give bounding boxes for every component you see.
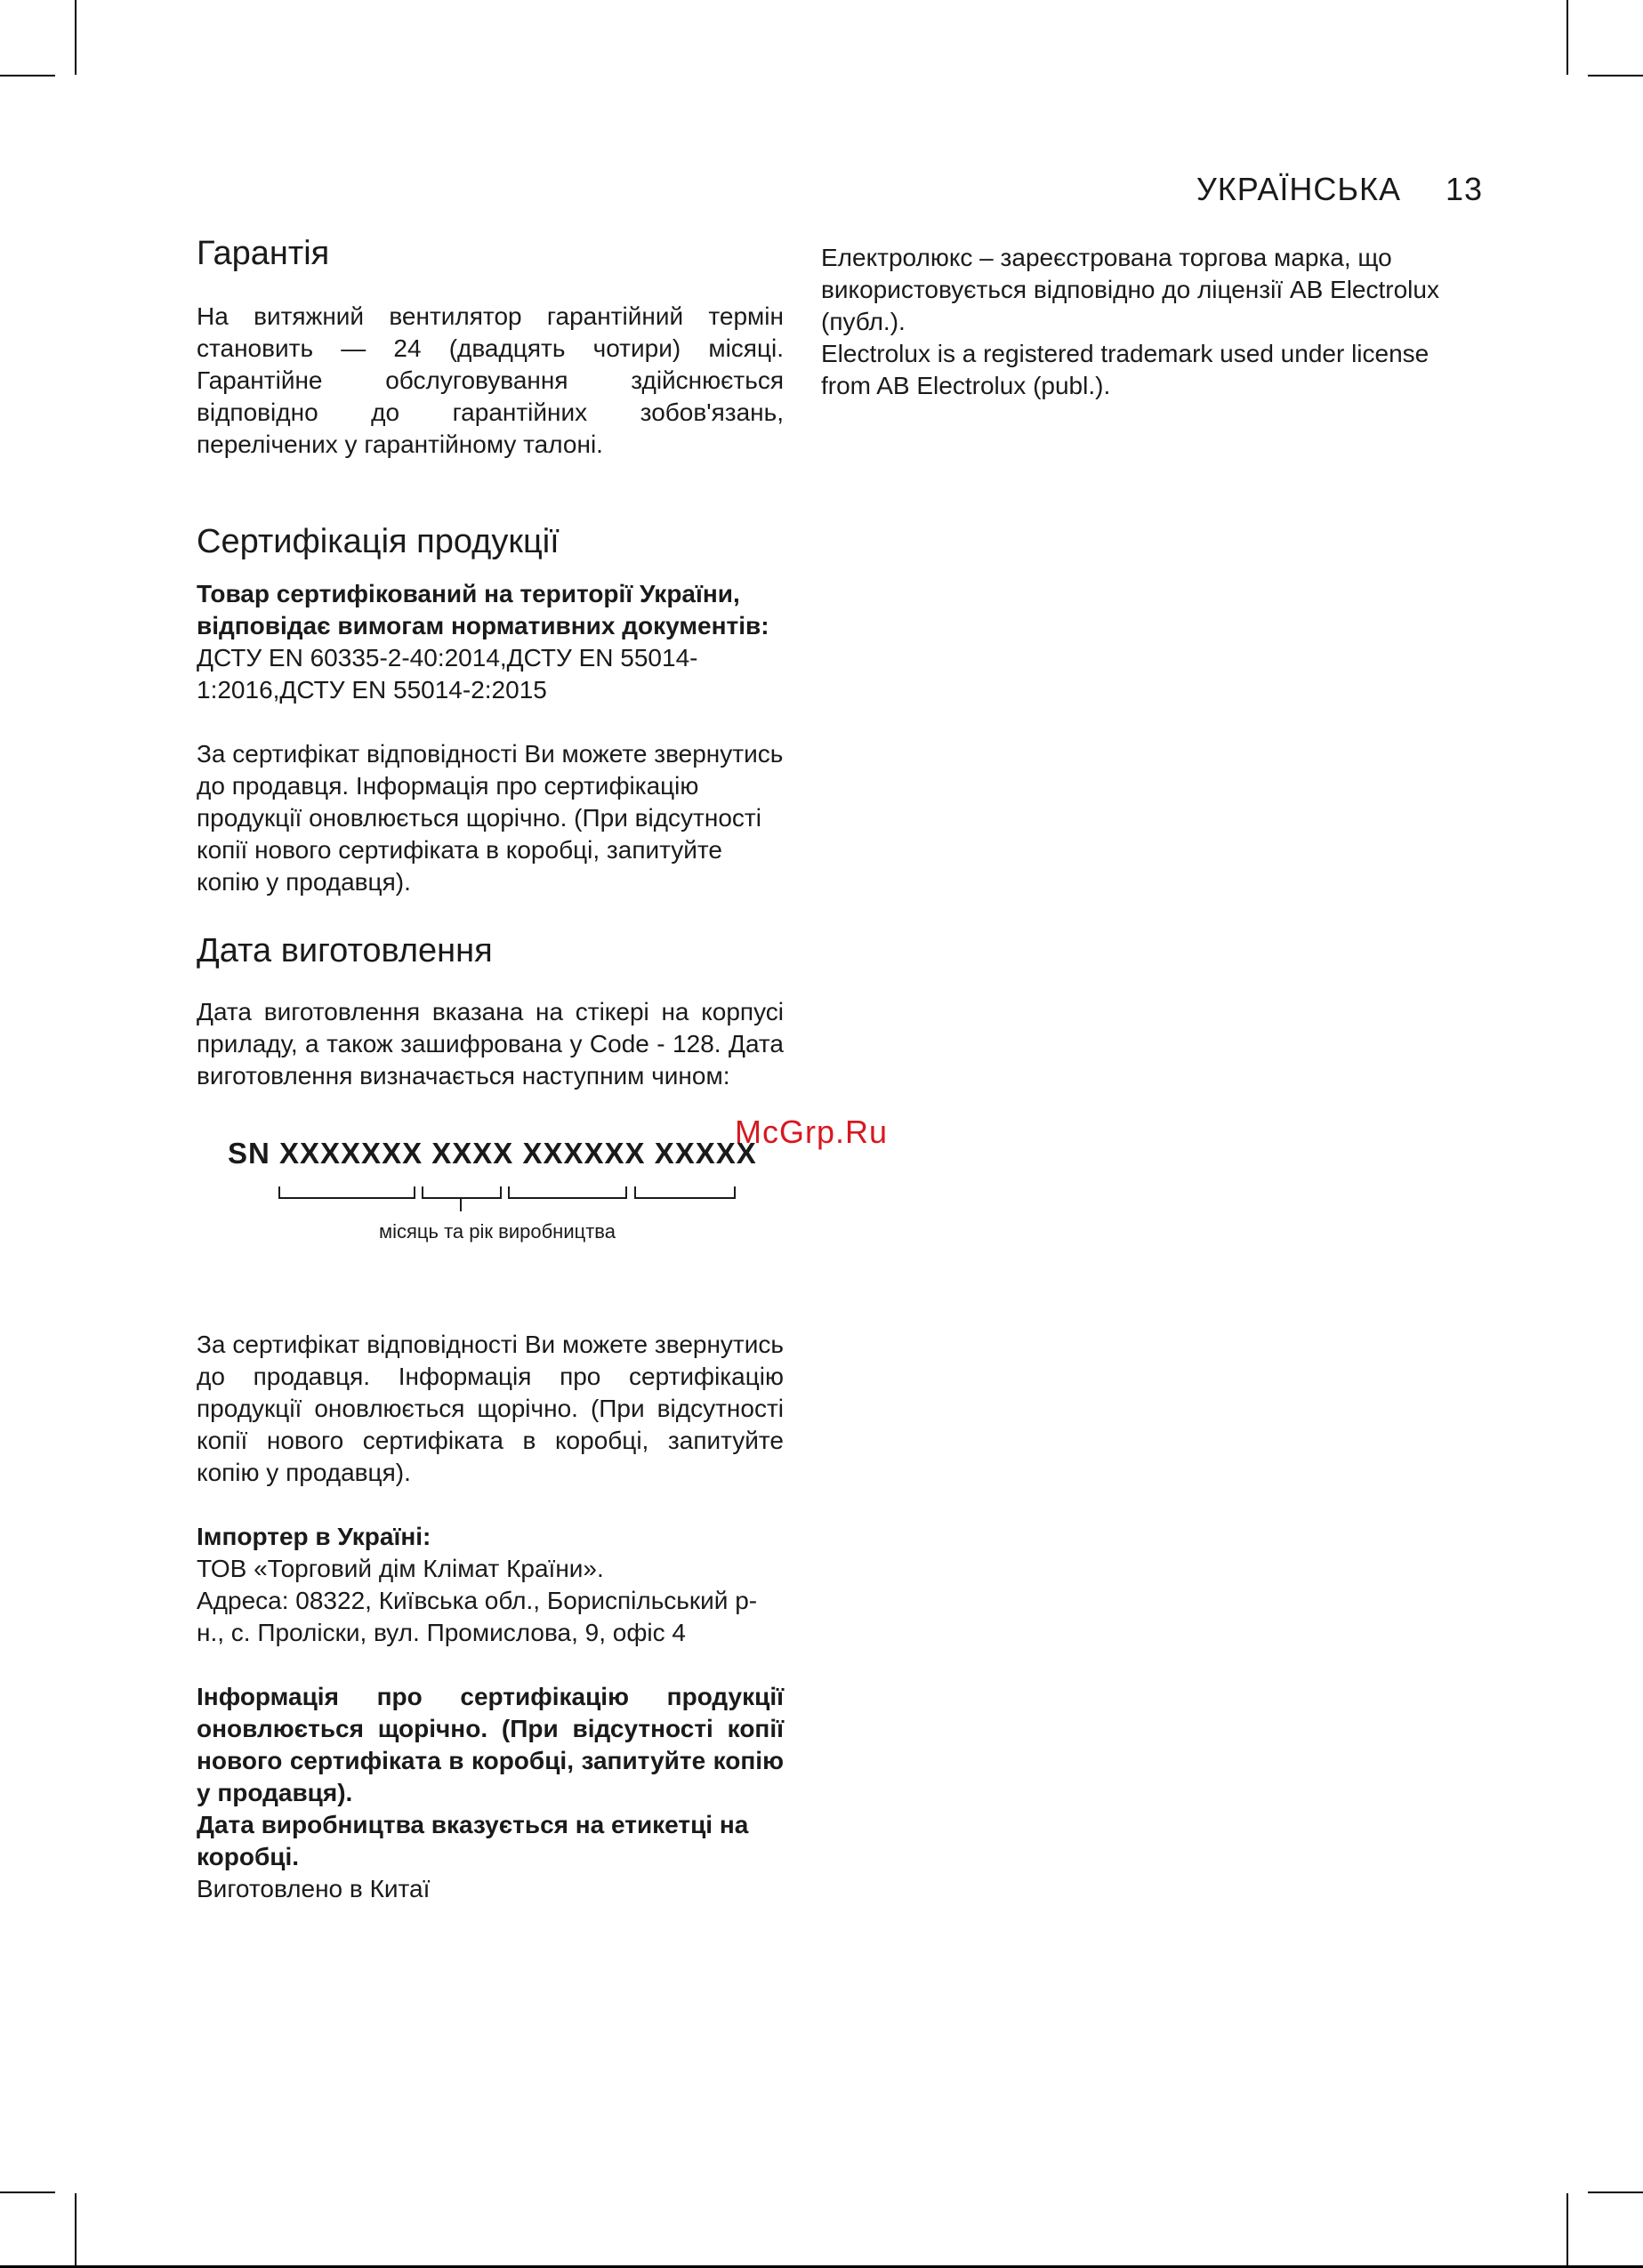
certification-title: Сертифікація продукції xyxy=(197,523,560,560)
crop-mark xyxy=(1566,0,1568,75)
sn-bracket-date xyxy=(422,1186,502,1199)
manufacture-title: Дата виготовлення xyxy=(197,932,493,969)
sn-pointer xyxy=(460,1199,462,1211)
left-column xyxy=(197,233,784,1905)
importer-address: Адреса: 08322, Київська обл., Бориспільський р-н., с. Пролiски, вул. Промислова, 9, офіс 4 xyxy=(197,1587,758,1646)
importer-section xyxy=(197,1521,784,1649)
sn-bracket xyxy=(278,1186,415,1199)
warranty-title: Гарантія xyxy=(197,235,330,272)
crop-mark xyxy=(1588,2192,1643,2193)
importer-name: ТОВ «Торговий дім Клімат Країни». xyxy=(197,1555,604,1582)
trademark-en: Electrolux is a registered trademark used under license from AB Electrolux (publ.). xyxy=(821,340,1430,399)
watermark-link[interactable]: McGrp.Ru xyxy=(735,1114,889,1150)
warranty-text: На витяжний вентилятор гарантійний термін становить — 24 (двадцять чотири) місяці. Гарантійне обслуговування здійснюється відповідно до гарантійних зобов'язань, перелічених у гарантійному талоні. xyxy=(197,302,784,458)
certification-standards: ДСТУ EN 60335-2-40:2014,ДСТУ EN 55014-1:2016,ДСТУ EN 55014-2:2015 xyxy=(197,644,698,704)
crop-mark xyxy=(0,75,55,76)
crop-mark xyxy=(75,2193,77,2268)
crop-mark xyxy=(1588,75,1643,76)
page-header xyxy=(1196,171,1483,208)
certification-section xyxy=(197,521,784,898)
importer-title: Імпортер в Україні: xyxy=(197,1523,431,1550)
certification-text: За сертифікат відповідності Ви можете звернутись до продавця. Інформація про сертифікацію продукції оновлюється щорічно. (При відсутності копії нового сертифіката в коробці, запитуйте копію у продавця). xyxy=(197,740,784,896)
manufacture-cert-text: За сертифікат відповідності Ви можете звернутись до продавця. Інформація про сертифікацію продукції оновлюється щорічно. (При відсутності копії нового сертифіката в коробці, запитуйте копію у продавця). xyxy=(197,1331,784,1486)
warranty-section xyxy=(197,233,784,461)
final-note-bold-2: Дата виробництва вказується на етикетці на коробці. xyxy=(197,1811,749,1870)
crop-mark xyxy=(75,0,77,75)
right-column xyxy=(821,242,1462,402)
origin-text: Виготовлено в Китаї xyxy=(197,1875,431,1902)
serial-number-diagram xyxy=(197,1137,784,1270)
sn-bracket xyxy=(508,1186,627,1199)
final-note-bold-1: Інформація про сертифікацію продукції оновлюється щорічно. (При відсутності копії нового сертифіката в коробці, запитуйте копію у продавця). xyxy=(197,1683,784,1806)
serial-number-caption: місяць та рік виробництва xyxy=(379,1220,616,1243)
final-note-section xyxy=(197,1681,784,1905)
sn-bracket xyxy=(634,1186,736,1199)
language-label: УКРАЇНСЬКА xyxy=(1196,171,1401,207)
certification-bold-text: Товар сертифікований на території України, відповідає вимогам нормативних документів: xyxy=(197,580,769,639)
serial-number-label: SN XXXXXXX XXXX XXXXXX XXXXX xyxy=(228,1137,757,1170)
manufacture-section xyxy=(197,930,784,1489)
manufacture-text: Дата виготовлення вказана на стікері на корпусі приладу, а також зашифрована у Code - 128. Дата виготовлення визначається наступним чином: xyxy=(197,998,784,1090)
crop-mark xyxy=(0,2192,55,2193)
crop-mark xyxy=(1566,2193,1568,2268)
page-number: 13 xyxy=(1445,171,1483,207)
trademark-ua: Електролюкс – зареєстрована торгова марка, що використовується відповідно до ліцензії AB Electrolux (публ.). xyxy=(821,244,1439,335)
